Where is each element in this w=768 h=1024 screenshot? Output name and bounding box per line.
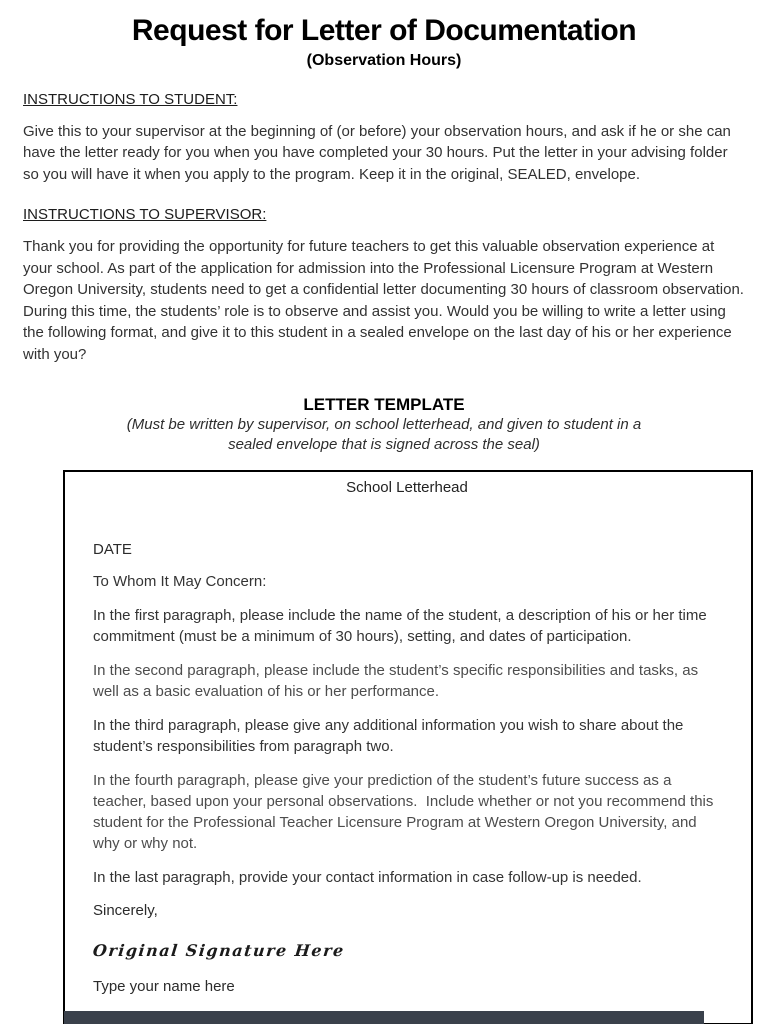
letter-paragraph-5: In the last paragraph, provide your contact information in case follow-up is needed. [93,869,642,886]
letter-template-box [63,470,753,1024]
document-subtitle: (Observation Hours) [306,51,462,69]
letter-template-note-line-1: (Must be written by supervisor, on school letterhead, and given to student in a [126,416,642,433]
letter-template-heading: LETTER TEMPLATE [303,395,465,414]
letter-closing: Sincerely, [93,902,158,919]
school-letterhead-label: School Letterhead [346,479,468,496]
original-signature-text: Original Signature Here [92,941,346,960]
letter-paragraph-1: In the first paragraph, please include the name of the student, a description of his or her time commitment (must be a minimum of 30 hours), setting, and dates of participation. [93,607,711,645]
viewer-bottom-bar[interactable] [64,1011,704,1024]
letter-paragraph-3: In the third paragraph, please give any additional information you wish to share about the student’s responsibilities from paragraph two. [93,717,688,755]
letter-salutation: To Whom It May Concern: [93,573,267,590]
paragraph-instructions-to-supervisor: Thank you for providing the opportunity for future teachers to get this valuable observation experience at your school. As part of the application for admission into the Professional Licensure Program at Western Oregon University, students need to get a confidential letter documenting 30 hours of classroom observation. During this time, the students’ role is to observe and assist you. Would you be willing to write a letter using the following format, and give it to this student in a sealed envelope on the last day of his or her experience with you? [23,238,744,363]
original-signature-placeholder [93,941,721,960]
typed-name-placeholder: Type your name here [93,978,235,995]
letter-template-note [23,415,745,455]
letter-paragraph-4: In the fourth paragraph, please give your prediction of the student’s future success as a teacher, based upon your personal observations. Include whether or not you recommend this student for the Professional Teacher Licensure Program at Western Oregon University, and why or why not. [93,772,718,852]
document-title: Request for Letter of Documentation [131,14,637,47]
date-placeholder: DATE [93,541,132,558]
letter-paragraph-2: In the second paragraph, please include the student’s specific responsibilities and tasks, as well as a basic evaluation of his or her performance. [93,662,703,700]
paragraph-instructions-to-student: Give this to your supervisor at the beginning of (or before) your observation hours, and ask if he or she can have the letter ready for you when you have completed your 30 hours. Put the letter in your advising folder so you will have it when you apply to the program. Keep it in the original, SEALED, envelope. [23,122,731,183]
heading-instructions-to-student: INSTRUCTIONS TO STUDENT: [23,90,238,108]
letter-template-note-line-2: sealed envelope that is signed across the seal) [228,436,540,453]
heading-instructions-to-supervisor: INSTRUCTIONS TO SUPERVISOR: [23,206,267,223]
